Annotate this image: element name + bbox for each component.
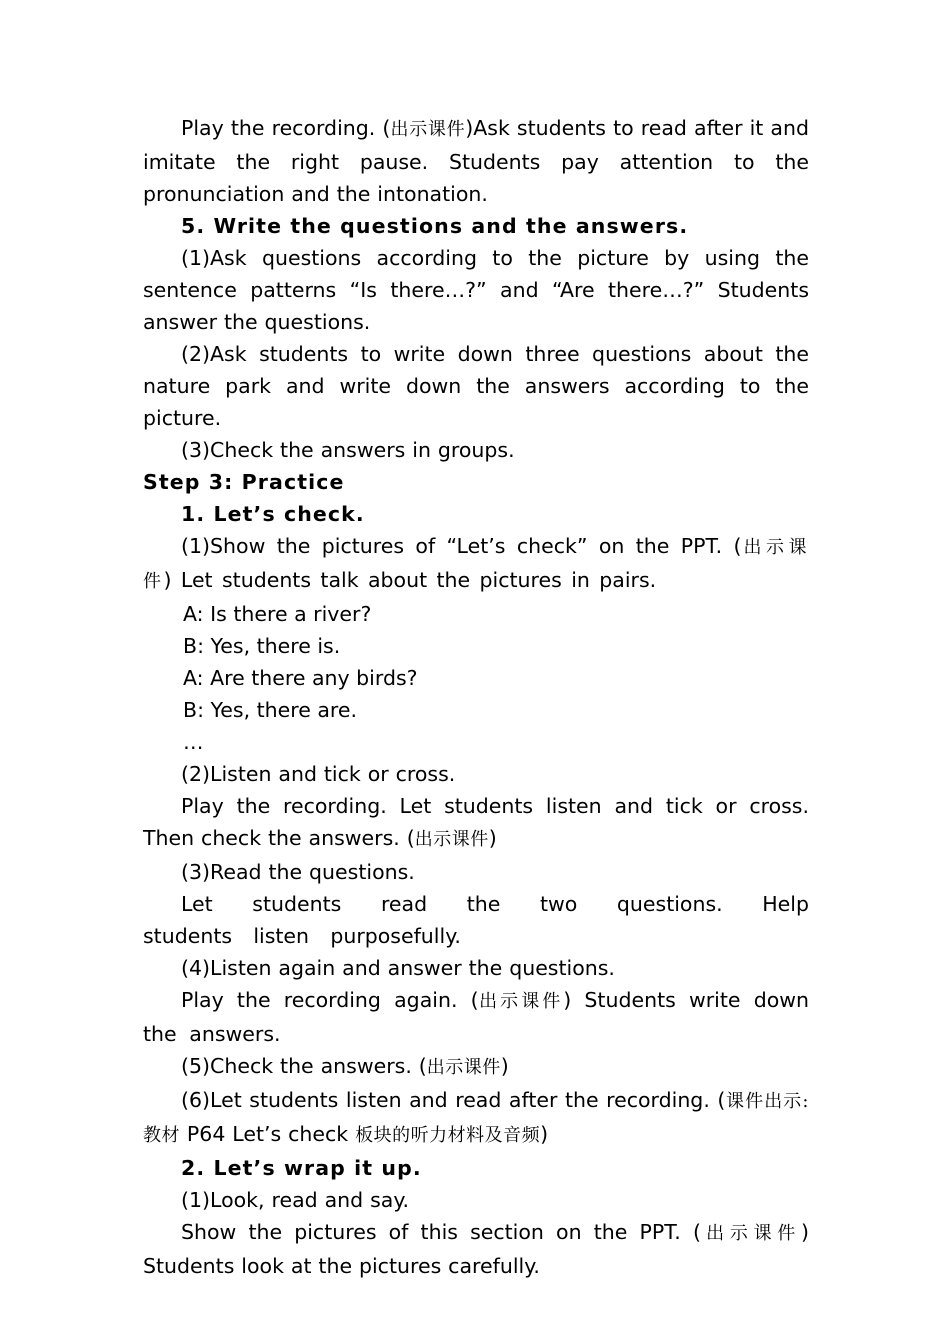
chinese-annotation-cue-card: 出示课件 (414, 829, 489, 850)
text-run: ) (540, 1122, 549, 1146)
paragraph-check-5-check-answers (143, 1050, 809, 1084)
paragraph-check-6-listen-read-after (143, 1084, 809, 1152)
chinese-annotation-listening-material: 板块的听力材料及音频 (355, 1125, 541, 1146)
heading-lets-check: 1. Let’s check. (181, 502, 365, 526)
paragraph-5-3-check-groups: (3)Check the answers in groups. (181, 438, 515, 462)
heading-write-questions-answers: 5. Write the questions and the answers. (181, 214, 689, 238)
paragraph-check-1-show-pictures (143, 530, 809, 598)
paragraph-check-4-listen-again: (4)Listen again and answer the questions. (181, 956, 615, 980)
text-run: ) Students look at the pictures carefully. (143, 1220, 810, 1278)
paragraph-5-2-write-down: (2)Ask students to write down three questions about the nature park and write down the answers according to the picture. (143, 342, 809, 430)
paragraph-check-2-listen-tick: (2)Listen and tick or cross. (181, 762, 456, 786)
dialogue-continuation-ellipsis: … (183, 730, 205, 754)
dialogue-line: A: Are there any birds? (183, 666, 418, 690)
text-run: ) Students write down the answers. (143, 988, 810, 1046)
chinese-annotation-cue-card: 出示课件 (478, 991, 564, 1012)
chinese-annotation-cue-card: 出示课件 (700, 1223, 802, 1244)
paragraph-check-2-body (143, 790, 809, 856)
chinese-annotation-cue-card: 出示课件 (426, 1057, 501, 1078)
paragraph-play-recording (143, 112, 809, 210)
text-run: Show the pictures of this section on the PPT. ( (181, 1220, 701, 1244)
text-run: Play the recording again. ( (181, 988, 479, 1012)
paragraph-wrap-1-body (143, 1216, 809, 1282)
heading-step-3-practice: Step 3: Practice (143, 470, 345, 494)
dialogue-line: B: Yes, there is. (183, 634, 341, 658)
text-run: Play the recording. ( (181, 116, 391, 140)
paragraph-check-4-body (143, 984, 809, 1050)
paragraph-5-1-ask-questions: (1)Ask questions according to the picture by using the sentence patterns “Is there…?” and “Are there…?” Students answer the questions. (143, 246, 809, 334)
dialogue-line: A: Is there a river? (183, 602, 372, 626)
text-run: (6)Let students listen and read after the recording. ( (181, 1088, 726, 1112)
text-run-page-ref: P64 Let’s check (180, 1122, 356, 1146)
paragraph-check-3-body: Let students read the two questions. Help students listen purposefully. (143, 892, 809, 948)
text-run: )Ask students to read after it and imitate the right pause. Students pay attention to the pronunciation and the intonation. (143, 116, 809, 206)
chinese-annotation-cue-card: 出示课件 (143, 537, 809, 592)
text-run: ) (500, 1054, 509, 1078)
dialogue-line: B: Yes, there are. (183, 698, 358, 722)
paragraph-wrap-1-look-read-say: (1)Look, read and say. (181, 1188, 410, 1212)
page-content (143, 112, 809, 1282)
text-run: Play the recording. Let students listen and tick or cross. Then check the answers. ( (143, 794, 809, 850)
chinese-annotation-cue-card: 出示课件 (390, 119, 466, 140)
paragraph-check-3-read-questions: (3)Read the questions. (181, 860, 415, 884)
text-run: ) (488, 826, 497, 850)
text-run: (1)Show the pictures of “Let’s check” on the PPT. ( (181, 534, 742, 558)
text-run: ) Let students talk about the pictures in pairs. (163, 568, 657, 592)
heading-lets-wrap-it-up: 2. Let’s wrap it up. (181, 1156, 422, 1180)
chinese-annotation-textbook: 课件出示:教材 (143, 1091, 809, 1146)
text-run: (5)Check the answers. ( (181, 1054, 427, 1078)
